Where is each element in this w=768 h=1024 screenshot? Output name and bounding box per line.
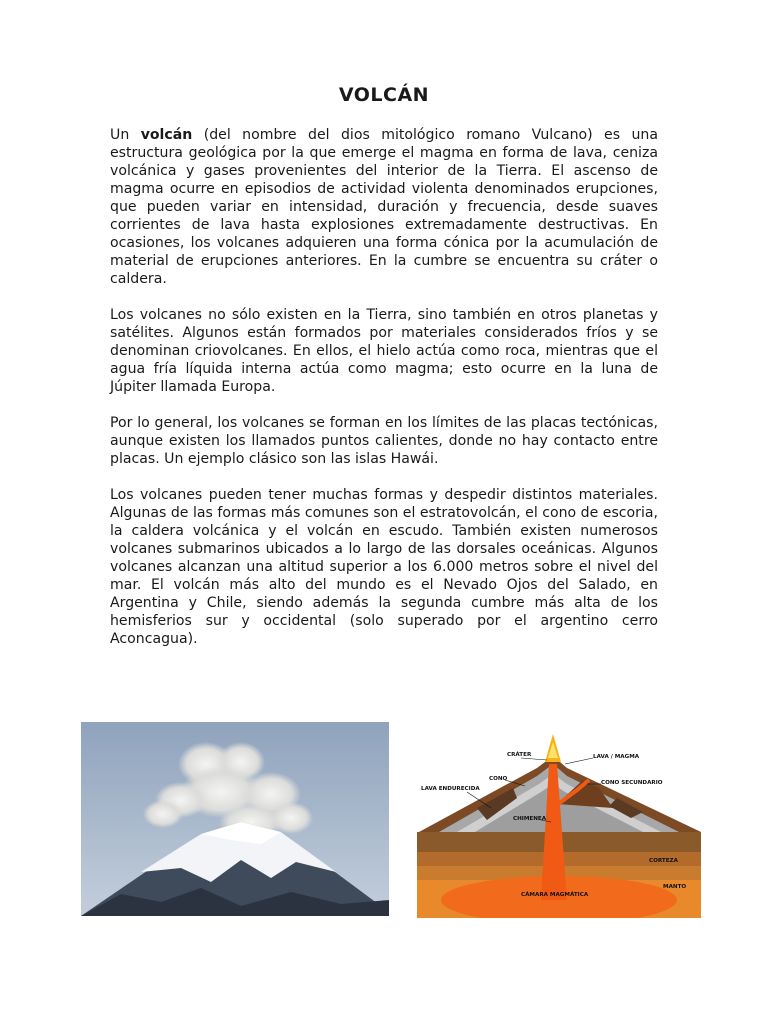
paragraph-intro <box>110 126 658 288</box>
intro-bold-term: volcán <box>140 127 193 143</box>
article-body <box>110 126 658 666</box>
page-title: VOLCÁN <box>338 84 430 106</box>
intro-lead: Un <box>110 127 141 143</box>
label-chimenea: CHIMENEA <box>513 816 547 822</box>
label-cono-secundario: CONO SECUNDARIO <box>601 780 663 786</box>
label-crater: CRÁTER <box>507 752 532 758</box>
label-lava-magma: LAVA / MAGMA <box>593 754 640 760</box>
paragraph-other-planets: Los volcanes no sólo existen en la Tierra, sino también en otros planetas y satélites. Algunos están formados por materiales considerados fríos y se denominan criovolcanes. En ellos, el hielo actúa como roca, mientras que el agua fría líquida interna actúa como magma; esto ocurre en la luna de Júpiter llamada Europa. <box>110 307 658 395</box>
volcano-diagram <box>417 728 701 918</box>
label-manto: MANTO <box>663 884 687 890</box>
label-camara-magmatica: CÁMARA MAGMÁTICA <box>521 892 589 898</box>
intro-rest: (del nombre del dios mitológico romano Vulcano) es una estructura geológica por la que emerge el magma en forma de lava, ceniza volcánica y gases provenientes del interior de la Tierra. El ascenso de magma ocurre en episodios de actividad violenta denominados erupciones, que pueden variar en intensidad, duración y frecuencia, desde suaves corrientes de lava hasta explosiones extremadamente destructivas. En ocasiones, los volcanes adquieren una forma cónica por la acumulación de material de erupciones anteriores. En la cumbre se encuentra su cráter o caldera. <box>110 127 658 287</box>
paragraph-tectonics: Por lo general, los volcanes se forman en los límites de las placas tectónicas, aunque existen los llamados puntos calientes, donde no hay contacto entre placas. Un ejemplo clásico son las islas Hawái. <box>110 415 658 467</box>
label-corteza: CORTEZA <box>649 858 678 864</box>
label-lava-endurecida: LAVA ENDURECIDA <box>421 786 480 792</box>
paragraph-forms: Los volcanes pueden tener muchas formas y despedir distintos materiales. Algunas de las formas más comunes son el estratovolcán, el cono de escoria, la caldera volcánica y el volcán en escudo. También existen numerosos volcanes submarinos ubicados a lo largo de las dorsales oceánicas. Algunos volcanes alcanzan una altitud superior a los 6.000 metros sobre el nivel del mar. El volcán más alto del mundo es el Nevado Ojos del Salado, en Argentina y Chile, siendo además la segunda cumbre más alta de los hemisferios sur y occidental (solo superado por el argentino cerro Aconcagua). <box>110 487 658 647</box>
label-cono: CONO <box>489 776 508 782</box>
volcano-photo <box>81 722 389 916</box>
